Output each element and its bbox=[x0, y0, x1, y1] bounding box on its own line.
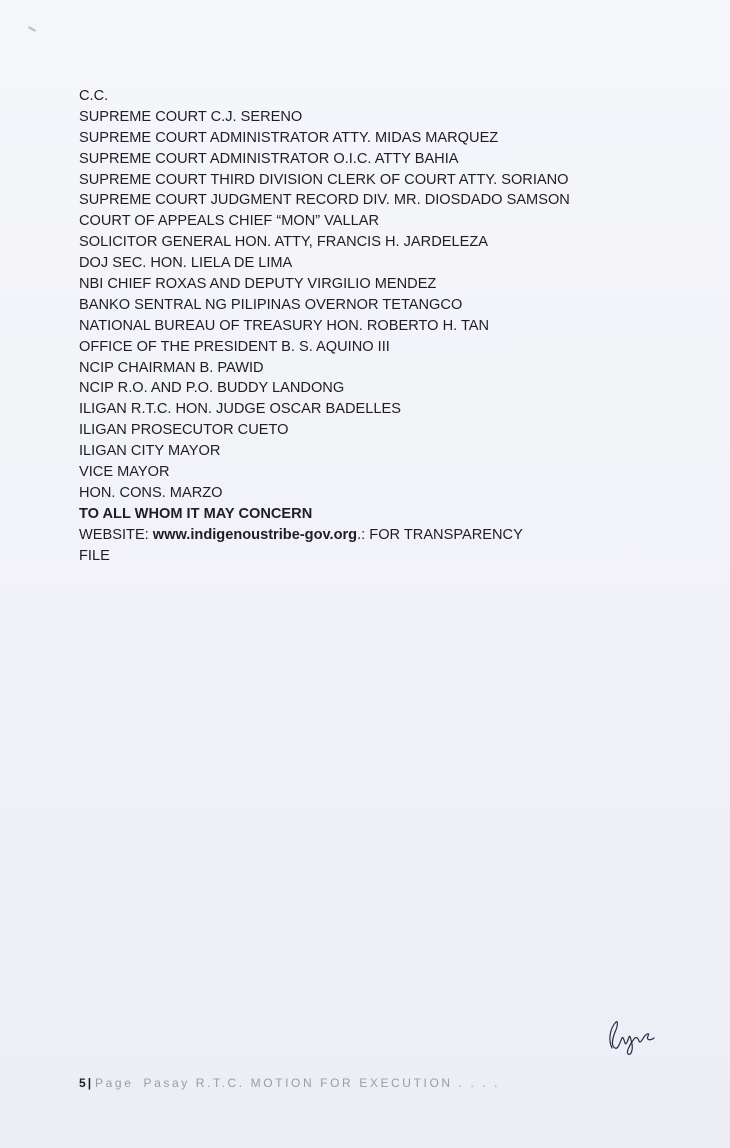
cc-list bbox=[79, 86, 699, 566]
recipient-line: SUPREME COURT C.J. SERENO bbox=[79, 108, 303, 125]
recipient-line: SOLICITOR GENERAL HON. ATTY, FRANCIS H. JARDELEZA bbox=[79, 234, 488, 251]
footer-separator: | bbox=[87, 1076, 92, 1090]
recipient-line: ILIGAN CITY MAYOR bbox=[79, 443, 221, 460]
recipient-line: SUPREME COURT ADMINISTRATOR O.I.C. ATTY BAHIA bbox=[79, 150, 459, 167]
recipient-line: NCIP CHAIRMAN B. PAWID bbox=[79, 359, 264, 376]
recipient-line: NBI CHIEF ROXAS AND DEPUTY VIRGILIO MENDEZ bbox=[79, 276, 437, 293]
signature-mark bbox=[598, 1010, 658, 1060]
file-line: FILE bbox=[79, 547, 110, 564]
scan-mark bbox=[28, 26, 36, 32]
page-number: 5 bbox=[79, 1076, 86, 1090]
to-all-line: TO ALL WHOM IT MAY CONCERN bbox=[79, 505, 313, 522]
recipient-line: NATIONAL BUREAU OF TREASURY HON. ROBERTO H. TAN bbox=[79, 317, 490, 334]
recipient-line: DOJ SEC. HON. LIELA DE LIMA bbox=[79, 255, 293, 272]
page-footer bbox=[79, 1076, 500, 1090]
website-line bbox=[79, 525, 699, 546]
page-label: Page bbox=[95, 1076, 134, 1090]
recipient-line: NCIP R.O. AND P.O. BUDDY LANDONG bbox=[79, 380, 345, 397]
recipient-line: BANKO SENTRAL NG PILIPINAS OVERNOR TETANGCO bbox=[79, 296, 463, 313]
recipient-line: HON. CONS. MARZO bbox=[79, 484, 223, 501]
recipient-line: ILIGAN R.T.C. HON. JUDGE OSCAR BADELLES bbox=[79, 401, 401, 418]
recipient-line: VICE MAYOR bbox=[79, 464, 170, 481]
recipient-line: COURT OF APPEALS CHIEF “MON” VALLAR bbox=[79, 213, 380, 230]
website-url: www.indigenoustribe-gov.org bbox=[152, 526, 358, 543]
footer-title: Pasay R.T.C. MOTION FOR EXECUTION . . . . bbox=[143, 1076, 501, 1090]
website-label: WEBSITE: bbox=[79, 526, 153, 543]
recipient-line: SUPREME COURT THIRD DIVISION CLERK OF COURT ATTY. SORIANO bbox=[79, 171, 569, 188]
website-suffix: .: FOR TRANSPARENCY bbox=[357, 526, 523, 543]
recipient-line: SUPREME COURT ADMINISTRATOR ATTY. MIDAS MARQUEZ bbox=[79, 129, 499, 146]
recipient-line: SUPREME COURT JUDGMENT RECORD DIV. MR. DIOSDADO SAMSON bbox=[79, 192, 570, 209]
cc-header: C.C. bbox=[79, 88, 109, 104]
recipient-line: ILIGAN PROSECUTOR CUETO bbox=[79, 422, 289, 439]
recipient-line: OFFICE OF THE PRESIDENT B. S. AQUINO III bbox=[79, 338, 390, 355]
